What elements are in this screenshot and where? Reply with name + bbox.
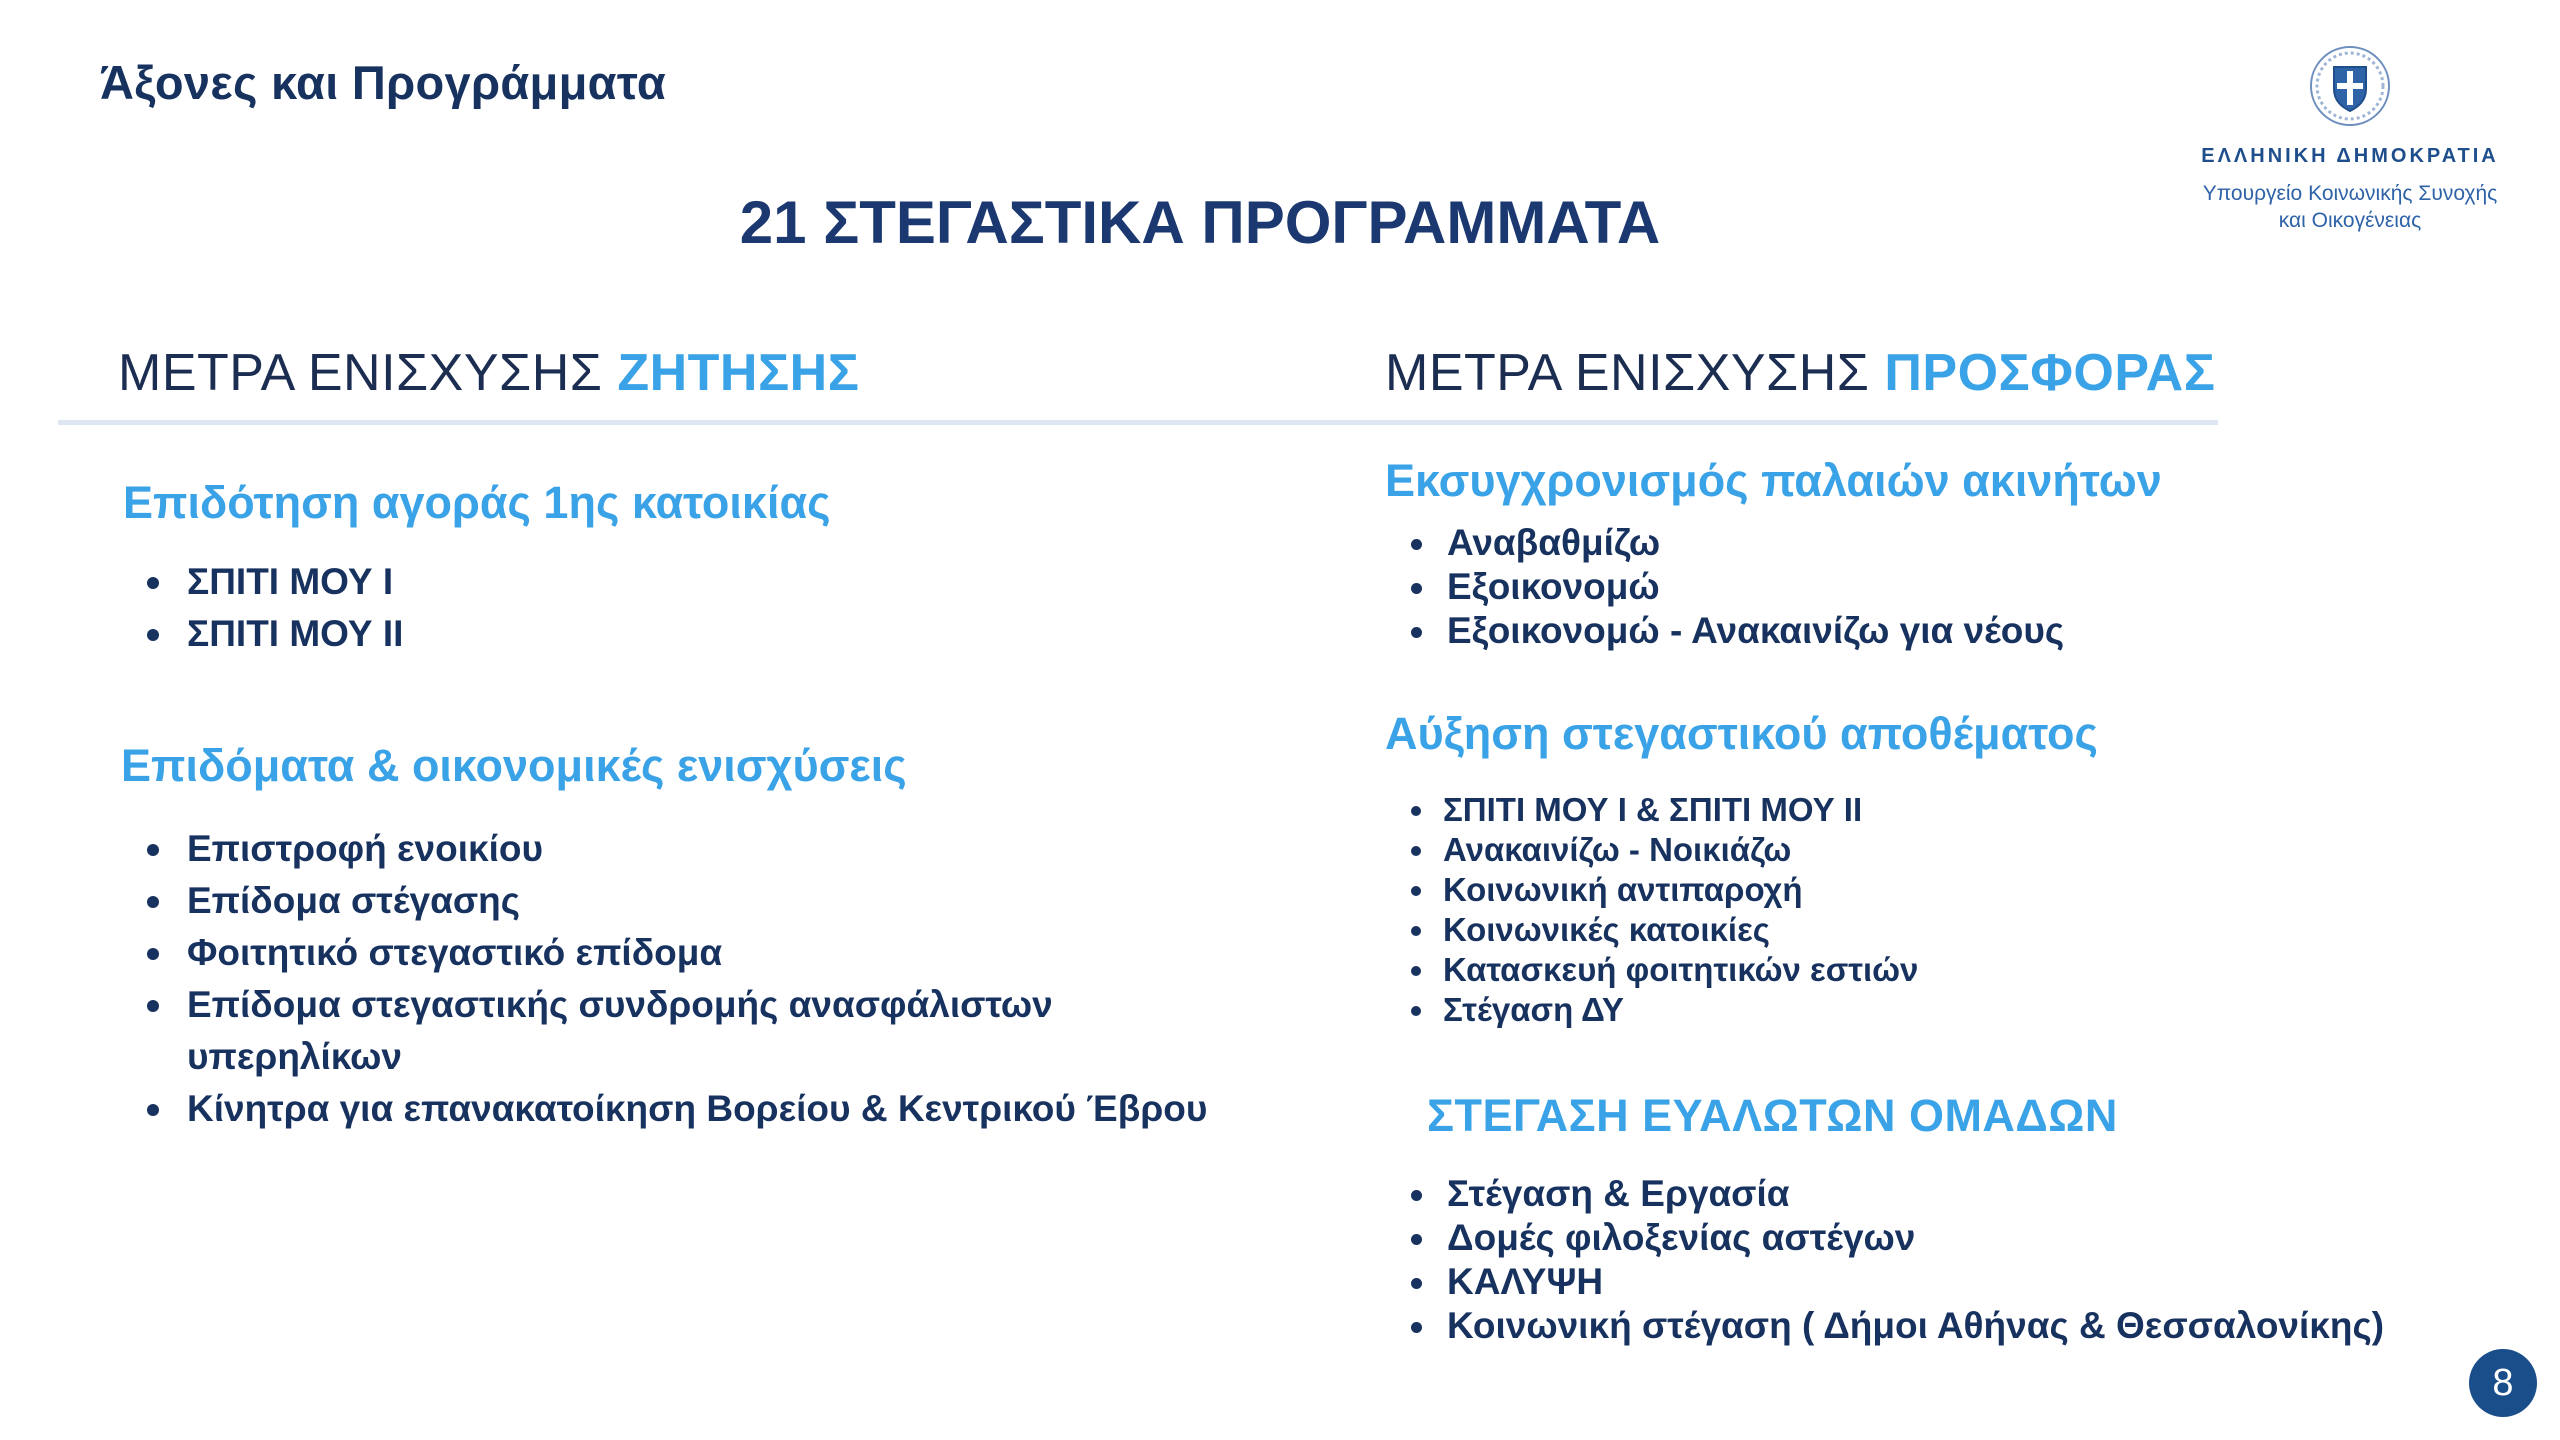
hellenic-republic-emblem-icon [2309,45,2391,127]
supply-heading-plain: ΜΕΤΡΑ ΕΝΙΣΧΥΣΗΣ [1385,344,1885,402]
list-item: ΣΠΙΤΙ ΜΟΥ Ι & ΣΠΙΤΙ ΜΟΥ ΙΙ [1407,790,1918,830]
list-item: ΣΠΙΤΙ ΜΟΥ ΙΙ [143,608,403,660]
list-item: Κοινωνικές κατοικίες [1407,910,1918,950]
list-item: Κοινωνική στέγαση ( Δήμοι Αθήνας & Θεσσαλονίκης) [1407,1304,2384,1348]
supply-heading-accent: ΠΡΟΣΦΟΡΑΣ [1884,344,2216,402]
section-title-first-home-subsidy: Επιδότηση αγοράς 1ης κατοικίας [123,477,831,528]
list-item: ΣΠΙΤΙ ΜΟΥ Ι [143,556,403,608]
vulnerable-groups-list [1407,1172,2384,1348]
supply-heading [1385,343,2215,403]
benefits-list [143,823,1207,1135]
logo-title: ΕΛΛΗΝΙΚΗ ΔΗΜΟΚΡΑΤΙΑ [2201,145,2499,167]
page-number-badge: 8 [2469,1349,2537,1417]
modernization-list [1407,521,2064,653]
ministry-logo [2200,45,2500,234]
demand-heading-accent: ΖΗΤΗΣΗΣ [617,344,860,402]
list-item: Αναβαθμίζω [1407,521,2064,565]
list-item: Επίδομα στεγαστικής συνδρομής ανασφάλιστων υπερηλίκων [143,979,1187,1083]
first-home-list [143,556,403,660]
demand-heading [118,343,859,403]
logo-subtitle [2200,180,2500,234]
list-item: ΚΑΛΥΨΗ [1407,1260,2384,1304]
list-item: Εξοικονομώ - Ανακαινίζω για νέους [1407,609,2064,653]
section-title-modernization: Εκσυγχρονισμός παλαιών ακινήτων [1385,455,2162,506]
page-title: Άξονες και Προγράμματα [100,56,667,109]
list-item: Επίδομα στέγασης [143,875,1207,927]
list-item: Φοιτητικό στεγαστικό επίδομα [143,927,1207,979]
list-item: Δομές φιλοξενίας αστέγων [1407,1216,2384,1260]
list-item: Κατασκευή φοιτητικών εστιών [1407,950,1918,990]
section-title-vulnerable-groups: ΣΤΕΓΑΣΗ ΕΥΑΛΩΤΩΝ ΟΜΑΔΩΝ [1427,1090,2118,1141]
demand-heading-plain: ΜΕΤΡΑ ΕΝΙΣΧΥΣΗΣ [118,344,618,402]
list-item: Ανακαινίζω - Νοικιάζω [1407,830,1918,870]
list-item: Εξοικονομώ [1407,565,2064,609]
section-title-benefits: Επιδόματα & οικονομικές ενισχύσεις [121,740,907,791]
logo-subtitle-line1: Υπουργείο Κοινωνικής Συνοχής [2202,182,2498,205]
list-item: Στέγαση & Εργασία [1407,1172,2384,1216]
housing-stock-list [1407,790,1918,1030]
list-item: Κίνητρα για επανακατοίκηση Βορείου & Κεντρικού Έβρου [143,1083,1207,1135]
list-item: Κοινωνική αντιπαροχή [1407,870,1918,910]
section-title-housing-stock: Αύξηση στεγαστικού αποθέματος [1385,708,2098,759]
heading-divider [58,420,2218,425]
list-item: Επιστροφή ενοικίου [143,823,1207,875]
list-item: Στέγαση ΔΥ [1407,990,1918,1030]
logo-subtitle-line2: και Οικογένειας [2278,209,2422,232]
main-title: 21 ΣΤΕΓΑΣΤΙΚΑ ΠΡΟΓΡΑΜΜΑΤΑ [739,189,1661,256]
